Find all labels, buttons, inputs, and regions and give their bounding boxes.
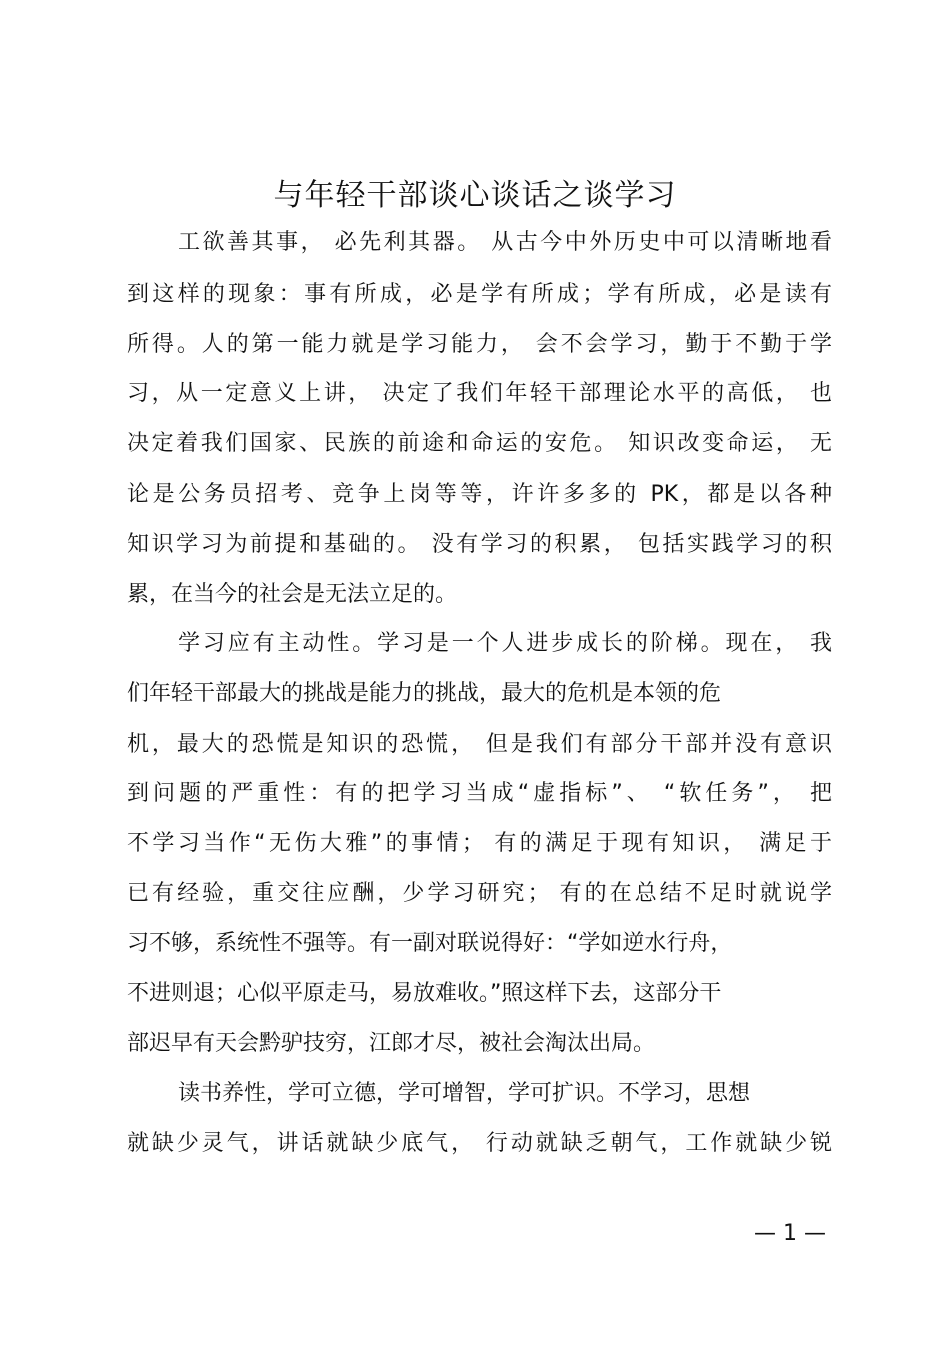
text-line: 决定着我们国家、民族的前途和命运的安危。 知识改变命运， 无 — [127, 431, 832, 456]
text-line: 学习应有主动性。学习是一个人进步成长的阶梯。现在， 我 — [178, 631, 832, 656]
text-line: 不学习当作“无伤大雅”的事情； 有的满足于现有知识， 满足于 — [127, 831, 832, 856]
text-line: 到问题的严重性：有的把学习当成“虚指标”、 “软任务”， 把 — [127, 781, 832, 806]
text-line: 们年轻干部最大的挑战是能力的挑战，最大的危机是本领的危 — [127, 681, 722, 706]
text-line: 知识学习为前提和基础的。 没有学习的积累， 包括实践学习的积 — [127, 532, 832, 557]
text-line: 部迟早有天会黔驴技穷，江郎才尽，被社会淘汰出局。 — [127, 1031, 656, 1056]
text-line: 所得。人的第一能力就是学习能力， 会不会学习，勤于不勤于学 — [127, 332, 832, 357]
text-line: 读书养性，学可立德，学可增智，学可扩识。不学习，思想 — [178, 1081, 751, 1106]
page-number: — 1 — — [754, 1221, 826, 1246]
text-line: 习，从一定意义上讲， 决定了我们年轻干部理论水平的高低， 也 — [127, 381, 832, 406]
text-line: 到这样的现象：事有所成，必是学有所成；学有所成，必是读有 — [127, 282, 832, 307]
text-line: 不进则退；心似平原走马，易放难收。”照这样下去，这部分干 — [127, 981, 722, 1006]
text-line: 工欲善其事， 必先利其器。 从古今中外历史中可以清晰地看 — [178, 230, 832, 255]
text-line: 已有经验，重交往应酬，少学习研究； 有的在总结不足时就说学 — [127, 881, 832, 906]
text-line: 论是公务员招考、竞争上岗等等，许许多多的 PK，都是以各种 — [127, 482, 832, 507]
text-line: 机，最大的恐慌是知识的恐慌， 但是我们有部分干部并没有意识 — [127, 732, 832, 757]
text-line: 累，在当今的社会是无法立足的。 — [127, 582, 458, 607]
document-title: 与年轻干部谈心谈话之谈学习 — [273, 178, 677, 213]
text-line: 习不够，系统性不强等。有一副对联说得好：“学如逆水行舟， — [127, 931, 733, 956]
text-line: 就缺少灵气，讲话就缺少底气， 行动就缺乏朝气，工作就缺少锐 — [127, 1131, 832, 1156]
